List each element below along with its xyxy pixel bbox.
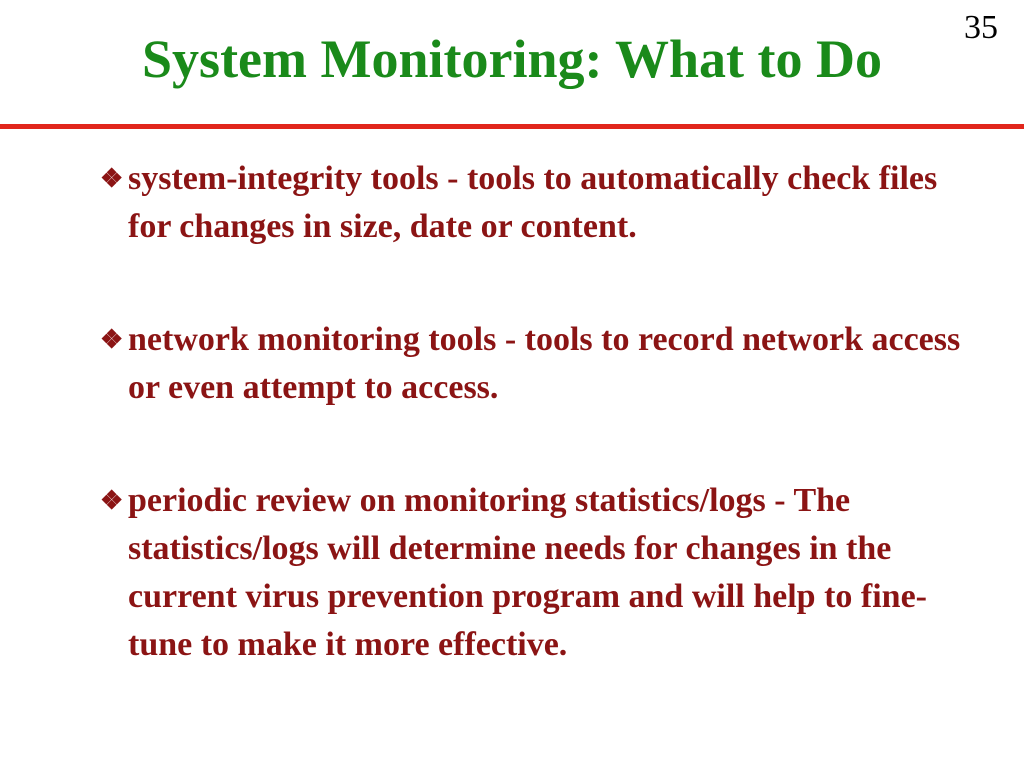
bullet-list <box>100 155 980 669</box>
slide-number: 35 <box>964 9 998 46</box>
bullet-item <box>100 316 980 412</box>
title-divider <box>0 124 1024 129</box>
bullet-item <box>100 477 980 669</box>
bullet-text: periodic review on monitoring statistics/logs - The statistics/logs will determine needs for changes in the current virus prevention program and will help to fine-tune to make it more effective. <box>128 482 927 663</box>
bullet-text: network monitoring tools - tools to record network access or even attempt to access. <box>128 321 961 406</box>
bullet-item <box>100 155 980 251</box>
slide-title: System Monitoring: What to Do <box>142 29 882 89</box>
bullet-text: system-integrity tools - tools to automatically check files for changes in size, date or content. <box>128 160 938 245</box>
diamond-bullet-icon: ❖ <box>100 164 124 193</box>
diamond-bullet-icon: ❖ <box>100 325 124 354</box>
diamond-bullet-icon: ❖ <box>100 486 124 515</box>
